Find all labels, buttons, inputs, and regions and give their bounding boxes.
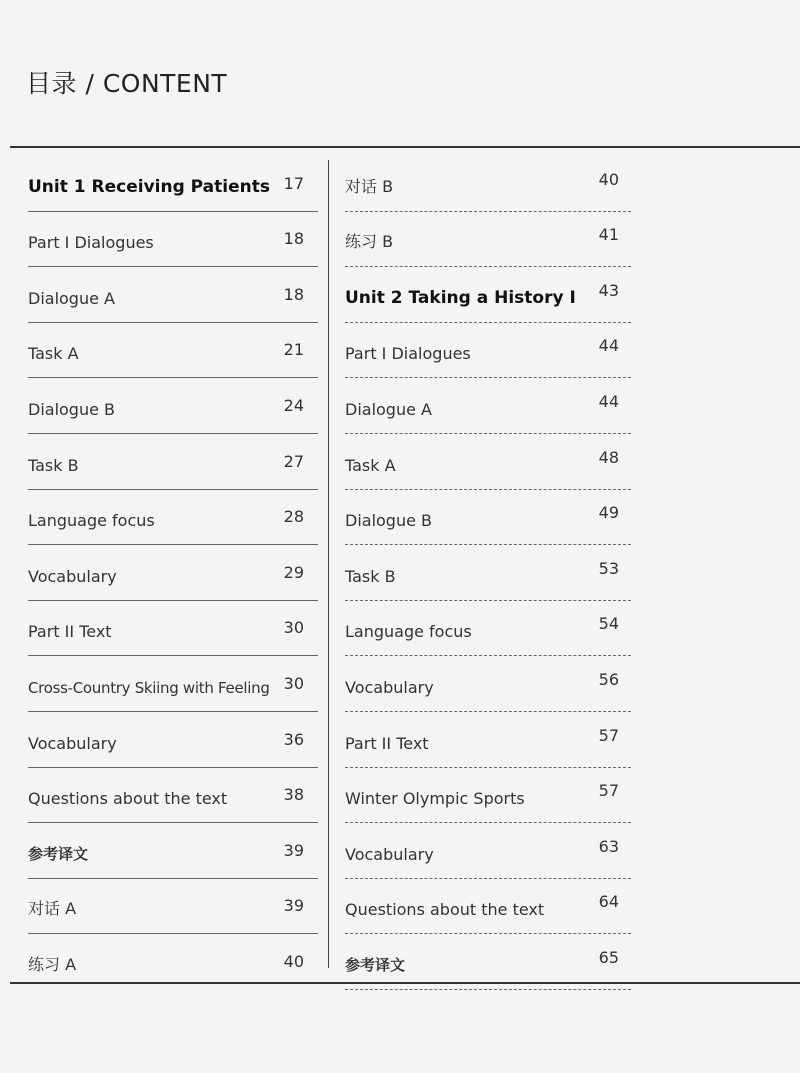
toc-entry-page-number: 57 xyxy=(598,781,619,801)
toc-entry-title: Unit 2 Taking a History I xyxy=(345,287,576,308)
toc-entry[interactable] xyxy=(345,545,631,601)
toc-entry-title: Winter Olympic Sports xyxy=(345,789,525,809)
toc-entry-title: 参考译文 xyxy=(28,844,89,863)
toc-entry-title: 练习 B xyxy=(345,232,394,252)
toc-entry-page-number: 27 xyxy=(283,451,304,471)
toc-entry[interactable] xyxy=(345,768,631,824)
toc-entry[interactable] xyxy=(28,656,318,712)
toc-entry-page-number: 38 xyxy=(283,785,304,805)
toc-entry-title: Part II Text xyxy=(345,733,429,753)
toc-entry-title: 练习 A xyxy=(28,954,77,974)
toc-entry-title: Vocabulary xyxy=(345,844,434,864)
toc-entry[interactable] xyxy=(28,434,318,490)
toc-entry-title: Dialogue B xyxy=(345,511,433,531)
toc-entry-page-number: 53 xyxy=(598,558,619,578)
toc-entry-title: 对话 A xyxy=(28,899,77,919)
toc-entry-page-number: 24 xyxy=(283,395,304,415)
toc-entry[interactable] xyxy=(28,823,318,879)
toc-entry[interactable] xyxy=(28,378,318,434)
toc-entry-page-number: 39 xyxy=(283,896,304,916)
toc-entry-page-number: 36 xyxy=(283,729,304,749)
toc-entry-title: Unit 1 Receiving Patients xyxy=(28,176,270,197)
toc-entry[interactable] xyxy=(345,823,631,879)
toc-entry[interactable] xyxy=(345,490,631,546)
toc-entry[interactable] xyxy=(345,656,631,712)
toc-entry-title: Dialogue B xyxy=(28,399,116,419)
toc-entry-page-number: 54 xyxy=(598,614,619,634)
toc-entry[interactable] xyxy=(345,156,631,212)
toc-entry-title: Vocabulary xyxy=(28,733,117,753)
toc-entry-page-number: 29 xyxy=(283,562,304,582)
toc-entry-title: Task B xyxy=(28,455,79,475)
toc-entry[interactable] xyxy=(28,267,318,323)
toc-entry-title: Language focus xyxy=(28,511,155,531)
column-divider xyxy=(328,160,329,968)
toc-entry[interactable] xyxy=(28,712,318,768)
toc-entry[interactable] xyxy=(28,934,318,989)
toc-entry-page-number: 41 xyxy=(598,225,619,245)
toc-entry-page-number: 56 xyxy=(598,669,619,689)
toc-entry-title: Questions about the text xyxy=(345,900,545,920)
toc-entry-title: Vocabulary xyxy=(345,677,434,697)
toc-entry-page-number: 30 xyxy=(283,618,304,638)
toc-entry-page-number: 64 xyxy=(598,892,619,912)
toc-entry-page-number: 40 xyxy=(598,169,619,189)
toc-entry-page-number: 48 xyxy=(598,447,619,467)
toc-entry-page-number: 30 xyxy=(283,673,304,693)
toc-entry[interactable] xyxy=(28,212,318,268)
toc-entry[interactable] xyxy=(345,601,631,657)
toc-entry-page-number: 63 xyxy=(598,836,619,856)
toc-entry-title: Task B xyxy=(345,566,396,586)
toc-entry-title: 对话 B xyxy=(345,176,394,196)
toc-entry-title: Task A xyxy=(345,455,396,475)
toc-entry-page-number: 18 xyxy=(283,284,304,304)
toc-entry[interactable] xyxy=(345,267,631,323)
top-rule xyxy=(10,146,800,148)
toc-entry[interactable] xyxy=(28,768,318,824)
toc-entry-page-number: 49 xyxy=(598,503,619,523)
toc-entry-title: Dialogue A xyxy=(345,399,432,419)
toc-entry[interactable] xyxy=(345,212,631,268)
toc-entry-title: Language focus xyxy=(345,622,472,642)
toc-entry-title: Vocabulary xyxy=(28,566,117,586)
toc-entry-page-number: 28 xyxy=(283,507,304,527)
toc-entry-title: Questions about the text xyxy=(28,789,228,809)
toc-entry[interactable] xyxy=(345,434,631,490)
toc-entry-page-number: 43 xyxy=(598,280,619,300)
page-title: 目录 / CONTENT xyxy=(26,69,228,98)
toc-entry-page-number: 44 xyxy=(598,391,619,411)
toc-entry-page-number: 40 xyxy=(283,951,304,971)
toc-entry-page-number: 39 xyxy=(283,840,304,860)
toc-entry-page-number: 17 xyxy=(283,173,304,193)
bottom-rule xyxy=(10,982,800,984)
toc-entry[interactable] xyxy=(345,712,631,768)
toc-entry[interactable] xyxy=(28,156,318,212)
toc-entry[interactable] xyxy=(28,545,318,601)
toc-entry-page-number: 21 xyxy=(283,340,304,360)
toc-entry[interactable] xyxy=(28,323,318,379)
toc-entry-title: Part I Dialogues xyxy=(28,233,154,253)
toc-entry[interactable] xyxy=(28,490,318,546)
toc-entry[interactable] xyxy=(345,879,631,935)
toc-entry-title: Task A xyxy=(28,344,79,364)
toc-entry-page-number: 18 xyxy=(283,229,304,249)
toc-left-column xyxy=(28,156,318,989)
toc-entry[interactable] xyxy=(28,879,318,935)
toc-entry-title: Dialogue A xyxy=(28,288,115,308)
toc-entry-page-number: 44 xyxy=(598,336,619,356)
toc-entry[interactable] xyxy=(345,378,631,434)
toc-entry-title: 参考译文 xyxy=(345,955,406,974)
toc-entry[interactable] xyxy=(28,601,318,657)
toc-entry-page-number: 65 xyxy=(598,947,619,967)
toc-entry-title: Part I Dialogues xyxy=(345,344,471,364)
toc-entry-title: Part II Text xyxy=(28,622,112,642)
toc-entry[interactable] xyxy=(345,323,631,379)
toc-entry-page-number: 57 xyxy=(598,725,619,745)
toc-right-column xyxy=(345,156,631,990)
toc-entry-title: Cross-Country Skiing with Feeling xyxy=(28,678,270,697)
